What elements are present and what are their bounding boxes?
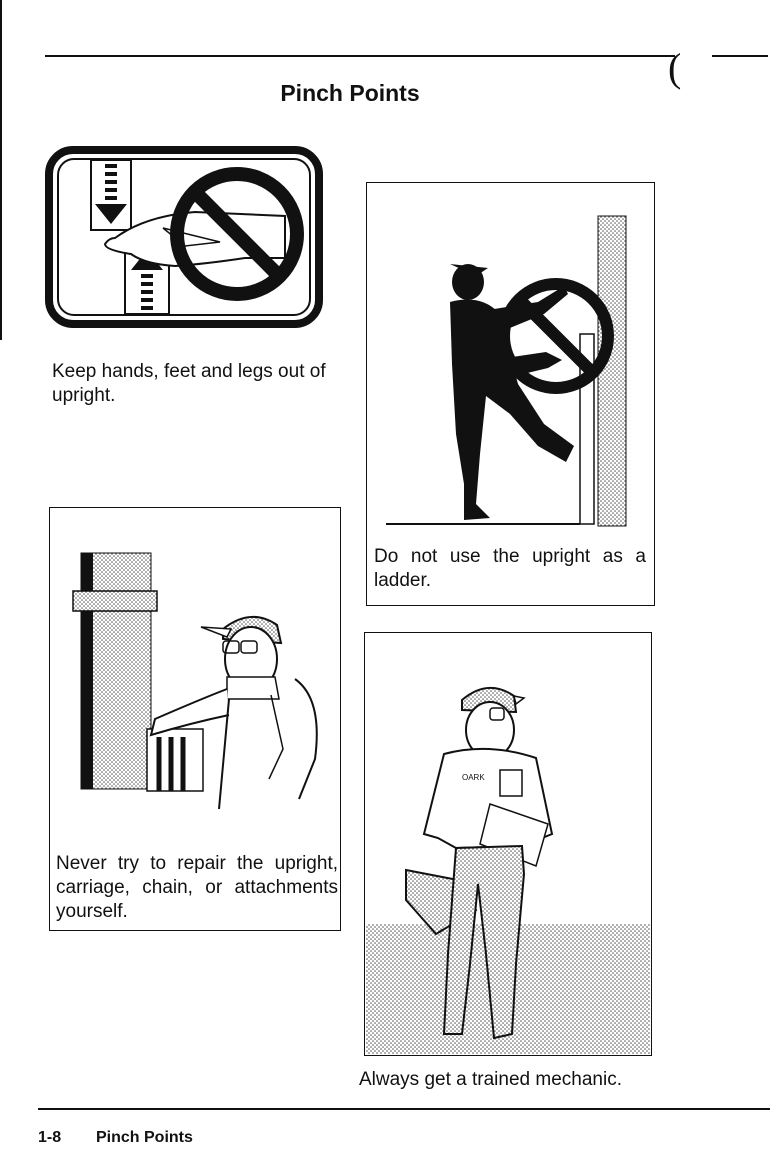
footer-section-title: Pinch Points	[96, 1129, 193, 1146]
caption-no-ladder: Do not use the upright as a ladder.	[374, 546, 646, 591]
caption-no-repair: Never try to repair the upright, carriage, chain, or attachments yourself.	[56, 853, 338, 922]
caption-mechanic: Always get a trained mechanic.	[359, 1069, 622, 1090]
header-rule-right	[712, 55, 768, 57]
left-edge-rule	[0, 0, 2, 340]
header-rule	[45, 55, 675, 57]
worker-at-upright-illustration	[51, 509, 339, 839]
climbing-person-prohibition-icon	[368, 184, 653, 534]
footer-rule	[38, 1108, 770, 1110]
mechanic-with-toolbox-illustration	[366, 634, 650, 1054]
page-title: Pinch Points	[280, 80, 420, 106]
caption-hands-feet: Keep hands, feet and legs out of upright.	[52, 361, 326, 406]
pinch-hand-prohibition-icon	[45, 146, 323, 328]
footer-page-number: 1-8	[38, 1129, 62, 1146]
bracket-mark: (	[668, 45, 682, 90]
badge-label: OARK	[462, 773, 485, 782]
